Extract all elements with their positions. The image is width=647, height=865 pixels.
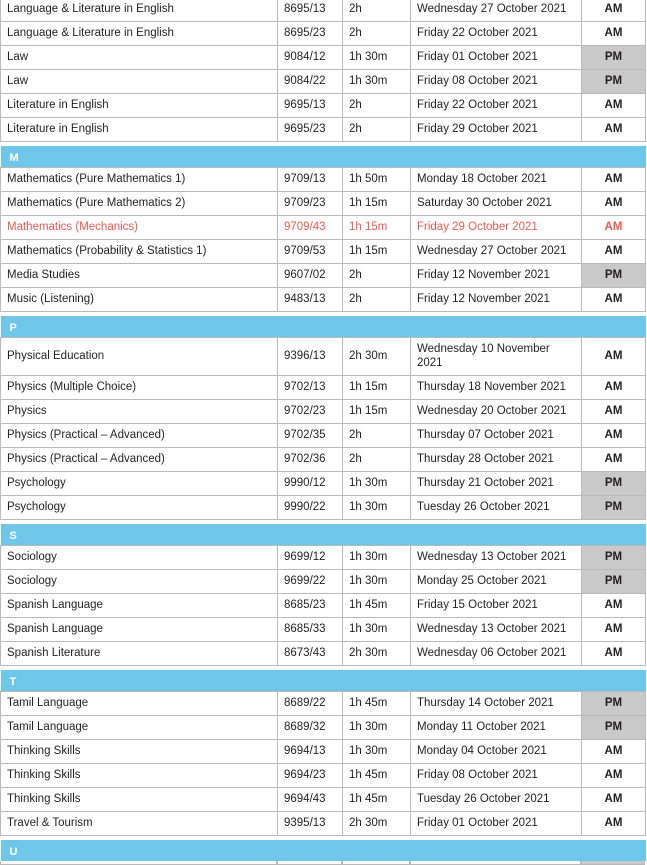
exam-date: Thursday 14 October 2021	[411, 691, 582, 715]
exam-date: Friday 08 October 2021	[411, 70, 582, 94]
exam-code: 9709/13	[278, 168, 343, 192]
section-letter: T	[9, 675, 17, 688]
exam-subject: Media Studies	[1, 264, 278, 288]
exam-duration: 2h	[343, 22, 411, 46]
exam-session: PM	[582, 545, 646, 569]
exam-duration: 1h 30m	[343, 739, 411, 763]
exam-code: 9084/22	[278, 70, 343, 94]
table-row[interactable]	[1, 495, 646, 519]
exam-code: 9695/23	[278, 118, 343, 142]
exam-duration: 2h	[343, 447, 411, 471]
exam-date: Wednesday 27 October 2021	[411, 240, 582, 264]
exam-session: AM	[582, 787, 646, 811]
exam-code: 9699/12	[278, 545, 343, 569]
table-row[interactable]	[1, 168, 646, 192]
exam-code: 9702/36	[278, 447, 343, 471]
exam-subject: Spanish Language	[1, 617, 278, 641]
exam-duration: 1h 45m	[343, 593, 411, 617]
exam-session: AM	[582, 763, 646, 787]
exam-code: 9709/53	[278, 240, 343, 264]
exam-subject: Psychology	[1, 495, 278, 519]
exam-code: 9702/35	[278, 423, 343, 447]
exam-session: PM	[582, 569, 646, 593]
exam-date: Friday 15 October 2021	[411, 593, 582, 617]
exam-code: 9990/12	[278, 471, 343, 495]
exam-duration: 1h 30m	[343, 715, 411, 739]
exam-date: Friday 01 October 2021	[411, 46, 582, 70]
exam-session: AM	[582, 447, 646, 471]
exam-session: AM	[582, 288, 646, 312]
exam-session: PM	[582, 691, 646, 715]
table-row[interactable]	[1, 240, 646, 264]
section-header-cell	[1, 840, 646, 861]
exam-subject: Language & Literature in English	[1, 22, 278, 46]
exam-date: Wednesday 06 October 2021	[411, 641, 582, 665]
exam-duration: 1h 45m	[343, 763, 411, 787]
table-row[interactable]	[1, 811, 646, 835]
exam-duration: 1h 30m	[343, 545, 411, 569]
exam-subject: Travel & Tourism	[1, 811, 278, 835]
table-row[interactable]	[1, 545, 646, 569]
exam-subject: Spanish Literature	[1, 641, 278, 665]
exam-subject: Thinking Skills	[1, 787, 278, 811]
exam-date: Friday 08 October 2021	[411, 763, 582, 787]
exam-duration: 2h	[343, 94, 411, 118]
exam-duration: 1h 15m	[343, 240, 411, 264]
section-letter: P	[9, 322, 18, 334]
exam-code: 9709/43	[278, 216, 343, 240]
exam-subject: Thinking Skills	[1, 763, 278, 787]
exam-duration: 2h	[343, 0, 411, 22]
exam-duration: 1h 50m	[343, 168, 411, 192]
exam-subject: Mathematics (Pure Mathematics 1)	[1, 168, 278, 192]
exam-subject: Physics (Practical – Advanced)	[1, 447, 278, 471]
exam-session: AM	[582, 168, 646, 192]
exam-date: Friday 12 November 2021	[411, 264, 582, 288]
exam-subject: Physics (Multiple Choice)	[1, 375, 278, 399]
exam-session: PM	[582, 495, 646, 519]
clipped-cell-duration	[342, 861, 410, 865]
exam-subject: Literature in English	[1, 94, 278, 118]
exam-subject: Spanish Language	[1, 593, 278, 617]
exam-date: Tuesday 26 October 2021	[411, 787, 582, 811]
exam-date: Saturday 30 October 2021	[411, 192, 582, 216]
exam-duration: 2h	[343, 118, 411, 142]
exam-session: AM	[582, 593, 646, 617]
exam-date: Monday 18 October 2021	[411, 168, 582, 192]
table-row[interactable]	[1, 399, 646, 423]
exam-date: Wednesday 20 October 2021	[411, 399, 582, 423]
exam-date: Wednesday 13 October 2021	[411, 545, 582, 569]
exam-duration: 1h 15m	[343, 399, 411, 423]
exam-subject: Sociology	[1, 569, 278, 593]
exam-code: 9990/22	[278, 495, 343, 519]
exam-duration: 2h 30m	[343, 338, 411, 376]
section-header-cell	[1, 670, 646, 692]
table-row[interactable]	[1, 617, 646, 641]
exam-date: Friday 12 November 2021	[411, 288, 582, 312]
table-row[interactable]	[1, 192, 646, 216]
table-row[interactable]	[1, 94, 646, 118]
exam-date: Thursday 07 October 2021	[411, 423, 582, 447]
table-row[interactable]	[1, 118, 646, 142]
exam-duration: 1h 30m	[343, 70, 411, 94]
exam-date: Friday 01 October 2021	[411, 811, 582, 835]
exam-date: Friday 29 October 2021	[411, 118, 582, 142]
table-row[interactable]	[1, 739, 646, 763]
section-header-s	[1, 524, 646, 546]
exam-subject: Physics (Practical – Advanced)	[1, 423, 278, 447]
exam-session: AM	[582, 192, 646, 216]
exam-subject: Psychology	[1, 471, 278, 495]
clipped-cell-session	[581, 861, 645, 865]
exam-date: Wednesday 27 October 2021	[411, 0, 582, 22]
exam-session: PM	[582, 70, 646, 94]
exam-code: 8673/43	[278, 641, 343, 665]
exam-subject: Mathematics (Probability & Statistics 1)	[1, 240, 278, 264]
exam-session: PM	[582, 715, 646, 739]
section-letter: M	[9, 152, 19, 164]
exam-code: 8695/13	[278, 0, 343, 22]
exam-subject: Mathematics (Mechanics)	[1, 216, 278, 240]
table-row[interactable]	[1, 46, 646, 70]
exam-session: AM	[582, 811, 646, 835]
exam-code: 9694/13	[278, 739, 343, 763]
exam-session: AM	[582, 641, 646, 665]
exam-duration: 1h 30m	[343, 569, 411, 593]
exam-date: Wednesday 13 October 2021	[411, 617, 582, 641]
exam-date: Monday 04 October 2021	[411, 739, 582, 763]
exam-session: AM	[582, 94, 646, 118]
clipped-cell-code	[277, 861, 342, 865]
exam-duration: 2h 30m	[343, 641, 411, 665]
exam-date: Wednesday 10 November 2021	[411, 338, 582, 376]
exam-session: AM	[582, 739, 646, 763]
exam-session: PM	[582, 46, 646, 70]
table-row[interactable]	[1, 216, 646, 240]
exam-subject: Physical Education	[1, 338, 278, 376]
section-letter: S	[9, 529, 18, 542]
exam-session: AM	[582, 375, 646, 399]
exam-session: PM	[582, 471, 646, 495]
section-header-u	[1, 840, 646, 861]
exam-session: AM	[582, 399, 646, 423]
exam-duration: 1h 30m	[343, 471, 411, 495]
exam-code: 9084/12	[278, 46, 343, 70]
exam-subject: Law	[1, 70, 278, 94]
section-header-m	[1, 146, 646, 168]
exam-code: 9607/02	[278, 264, 343, 288]
table-row[interactable]	[1, 264, 646, 288]
exam-code: 9695/13	[278, 94, 343, 118]
exam-code: 8689/32	[278, 715, 343, 739]
exam-session: AM	[582, 617, 646, 641]
section-header-p	[1, 316, 646, 338]
exam-duration: 1h 15m	[343, 375, 411, 399]
exam-date: Monday 11 October 2021	[411, 715, 582, 739]
section-header-cell	[1, 524, 646, 546]
table-row[interactable]	[1, 375, 646, 399]
exam-date: Monday 25 October 2021	[411, 569, 582, 593]
exam-session: AM	[582, 338, 646, 376]
exam-code: 9702/23	[278, 399, 343, 423]
exam-code: 8695/23	[278, 22, 343, 46]
exam-subject: Language & Literature in English	[1, 0, 278, 22]
exam-subject: Music (Listening)	[1, 288, 278, 312]
clipped-cell-date	[410, 861, 581, 865]
exam-session: AM	[582, 240, 646, 264]
exam-subject: Law	[1, 46, 278, 70]
table-row[interactable]	[1, 338, 646, 376]
section-header-cell	[1, 146, 646, 168]
exam-code: 9396/13	[278, 338, 343, 376]
section-header-cell	[1, 316, 646, 338]
exam-session: PM	[582, 264, 646, 288]
exam-code: 9709/23	[278, 192, 343, 216]
exam-session: AM	[582, 423, 646, 447]
table-row[interactable]	[1, 423, 646, 447]
table-row[interactable]	[1, 70, 646, 94]
section-header-t	[1, 670, 646, 692]
exam-subject: Sociology	[1, 545, 278, 569]
exam-duration: 1h 15m	[343, 192, 411, 216]
exam-session: AM	[582, 0, 646, 22]
exam-code: 8685/33	[278, 617, 343, 641]
table-row[interactable]	[1, 447, 646, 471]
table-row[interactable]	[1, 641, 646, 665]
exam-date: Friday 22 October 2021	[411, 94, 582, 118]
exam-duration: 2h	[343, 288, 411, 312]
exam-subject: Thinking Skills	[1, 739, 278, 763]
exam-code: 9699/22	[278, 569, 343, 593]
exam-code: 9694/43	[278, 787, 343, 811]
exam-date: Friday 29 October 2021	[411, 216, 582, 240]
exam-code: 8689/22	[278, 691, 343, 715]
exam-subject: Tamil Language	[1, 715, 278, 739]
exam-duration: 1h 30m	[343, 46, 411, 70]
exam-code: 9395/13	[278, 811, 343, 835]
exam-subject: Physics	[1, 399, 278, 423]
exam-duration: 1h 30m	[343, 495, 411, 519]
exam-duration: 1h 45m	[343, 691, 411, 715]
table-row[interactable]	[1, 0, 646, 22]
exam-subject: Mathematics (Pure Mathematics 2)	[1, 192, 278, 216]
exam-date: Thursday 28 October 2021	[411, 447, 582, 471]
exam-duration: 2h	[343, 264, 411, 288]
table-row[interactable]	[1, 288, 646, 312]
exam-code: 8685/23	[278, 593, 343, 617]
exam-session: AM	[582, 216, 646, 240]
section-letter: U	[9, 845, 18, 858]
exam-subject: Literature in English	[1, 118, 278, 142]
exam-duration: 1h 30m	[343, 617, 411, 641]
table-row[interactable]	[1, 691, 646, 715]
exam-code: 9483/13	[278, 288, 343, 312]
exam-date: Friday 22 October 2021	[411, 22, 582, 46]
exam-date: Thursday 18 November 2021	[411, 375, 582, 399]
exam-code: 9694/23	[278, 763, 343, 787]
table-row[interactable]	[1, 593, 646, 617]
clipped-cell-subject	[0, 861, 277, 865]
exam-session: AM	[582, 118, 646, 142]
table-row[interactable]	[1, 715, 646, 739]
exam-date: Thursday 21 October 2021	[411, 471, 582, 495]
table-row[interactable]	[1, 22, 646, 46]
table-row[interactable]	[1, 471, 646, 495]
table-row[interactable]	[1, 763, 646, 787]
exam-session: AM	[582, 22, 646, 46]
exam-duration: 2h	[343, 423, 411, 447]
table-row[interactable]	[1, 569, 646, 593]
exam-subject: Tamil Language	[1, 691, 278, 715]
exam-date: Tuesday 26 October 2021	[411, 495, 582, 519]
exam-duration: 2h 30m	[343, 811, 411, 835]
exam-code: 9702/13	[278, 375, 343, 399]
exam-duration: 1h 15m	[343, 216, 411, 240]
exam-duration: 1h 45m	[343, 787, 411, 811]
timetable-body	[1, 0, 646, 861]
table-row[interactable]	[1, 787, 646, 811]
clipped-next-row	[0, 861, 645, 865]
